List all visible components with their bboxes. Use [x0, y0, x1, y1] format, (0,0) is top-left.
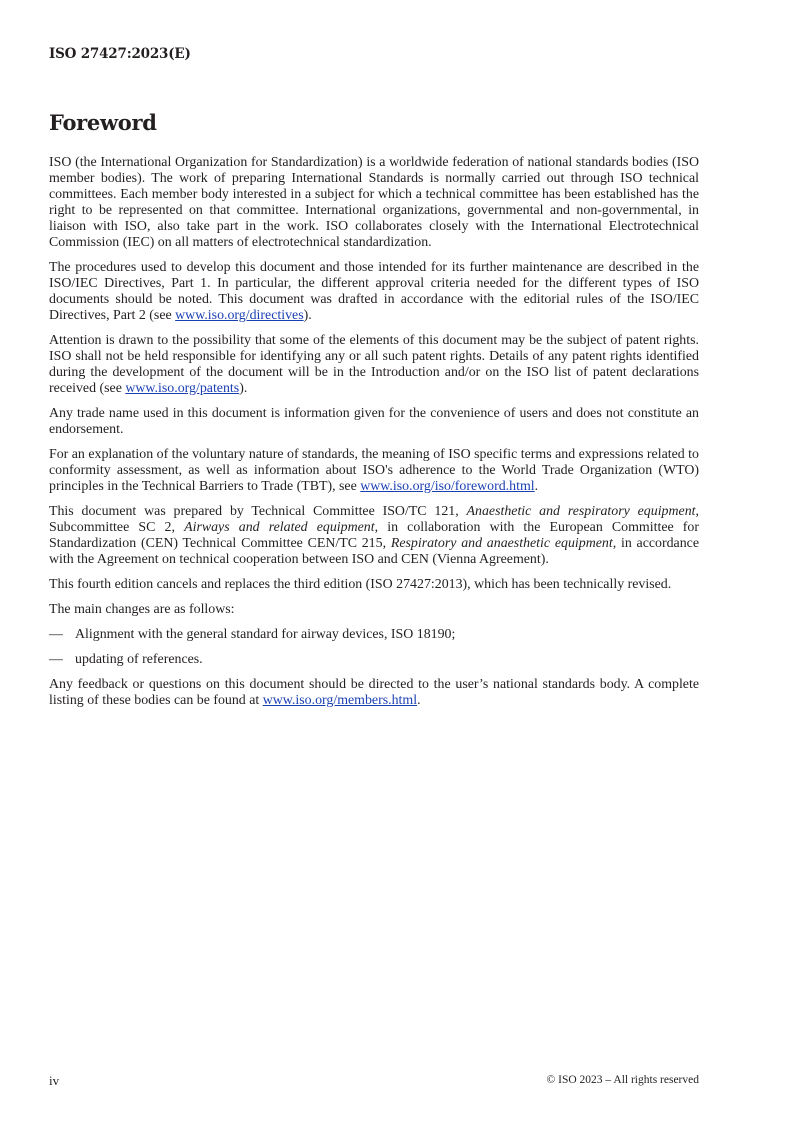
link-members[interactable]: www.iso.org/members.html: [262, 693, 418, 708]
list-item-text: updating of references.: [75, 652, 203, 667]
subcommittee-title: Airways and related equipment: [184, 520, 375, 535]
paragraph-text: , Subcommittee SC 2,: [49, 504, 699, 535]
foreword-body: [49, 155, 699, 718]
paragraph-procedures: [49, 260, 699, 324]
paragraph-text: This document was prepared by Technical Committee ISO/TC 121,: [49, 504, 467, 519]
paragraph-voluntary-nature: [49, 447, 699, 495]
list-item: [49, 652, 699, 668]
paragraph-iso-intro: ISO (the International Organization for Standardization) is a worldwide federation of national standards bodies (ISO member bodies). The work of preparing International Standards is normally carried out through ISO technical committees. Each member body interested in a subject for which a technical committee has been established has the right to be represented on that committee. International organizations, governmental and non-governmental, in liaison with ISO, also take part in the work. ISO collaborates closely with the International Electrotechnical Commission (IEC) on all matters of electrotechnical standardization.: [49, 155, 699, 250]
paragraph-text: .: [417, 693, 421, 708]
paragraph-text: ).: [303, 308, 312, 323]
paragraph-text: in accordance with the Agreement on technical cooperation between ISO and CEN (Vienna Agreement).: [49, 536, 699, 567]
cen-committee-title: Respiratory and anaesthetic equipment,: [390, 536, 617, 551]
list-item-text: Alignment with the general standard for airway devices, ISO 18190;: [75, 627, 456, 642]
paragraph-edition: This fourth edition cancels and replaces the third edition (ISO 27427:2013), which has been technically revised.: [49, 577, 672, 592]
document-id: ISO 27427:2023(E): [49, 46, 191, 62]
paragraph-text: The procedures used to develop this document and those intended for its further maintenance are described in the ISO/IEC Directives, Part 1. In particular, the different approval criteria needed for the different types of ISO documents should be noted. This document was drafted in accordance with the editorial rules of the ISO/IEC Directives, Part 2 (see: [49, 260, 699, 323]
paragraph-feedback: [49, 677, 699, 709]
paragraph-text: .: [534, 479, 539, 494]
link-foreword[interactable]: www.iso.org/iso/foreword.html: [360, 479, 535, 494]
copyright-notice: © ISO 2023 – All rights reserved: [546, 1074, 699, 1086]
paragraph-committee: [49, 504, 699, 568]
paragraph-trade-name: Any trade name used in this document is information given for the convenience of users and does not constitute an endorsement.: [49, 406, 699, 437]
paragraph-text: For an explanation of the voluntary nature of standards, the meaning of ISO specific terms and expressions related to conformity assessment, as well as information about ISO's adherence to the World Trade Organization (WTO) principles in the Technical Barriers to Trade (TBT), see: [49, 447, 699, 494]
paragraph-text: Any feedback or questions on this document should be directed to the user’s national standards body. A complete listing of these bodies can be found at: [49, 677, 699, 708]
page-number: iv: [49, 1073, 60, 1088]
paragraph-text: ).: [239, 381, 248, 396]
committee-title: Anaesthetic and respiratory equipment: [466, 504, 696, 519]
list-item: [49, 627, 699, 643]
link-directives[interactable]: www.iso.org/directives: [175, 308, 304, 323]
paragraph-patents: [49, 333, 699, 397]
link-patents[interactable]: www.iso.org/patents: [125, 381, 240, 396]
paragraph-text: , in collaboration with the European Committee for Standardization (CEN) Technical Committee CEN/TC 215,: [49, 520, 699, 551]
paragraph-text: Attention is drawn to the possibility that some of the elements of this document may be the subject of patent rights. ISO shall not be held responsible for identifying any or all such patent rights. Details of any patent rights identified during the development of the document will be in the Introduction and/or on the ISO list of patent declarations received (see: [49, 333, 699, 396]
page-title: Foreword: [49, 110, 157, 135]
paragraph-main-changes: The main changes are as follows:: [49, 602, 235, 617]
dash-bullet: —: [49, 652, 63, 667]
dash-bullet: —: [49, 627, 63, 642]
